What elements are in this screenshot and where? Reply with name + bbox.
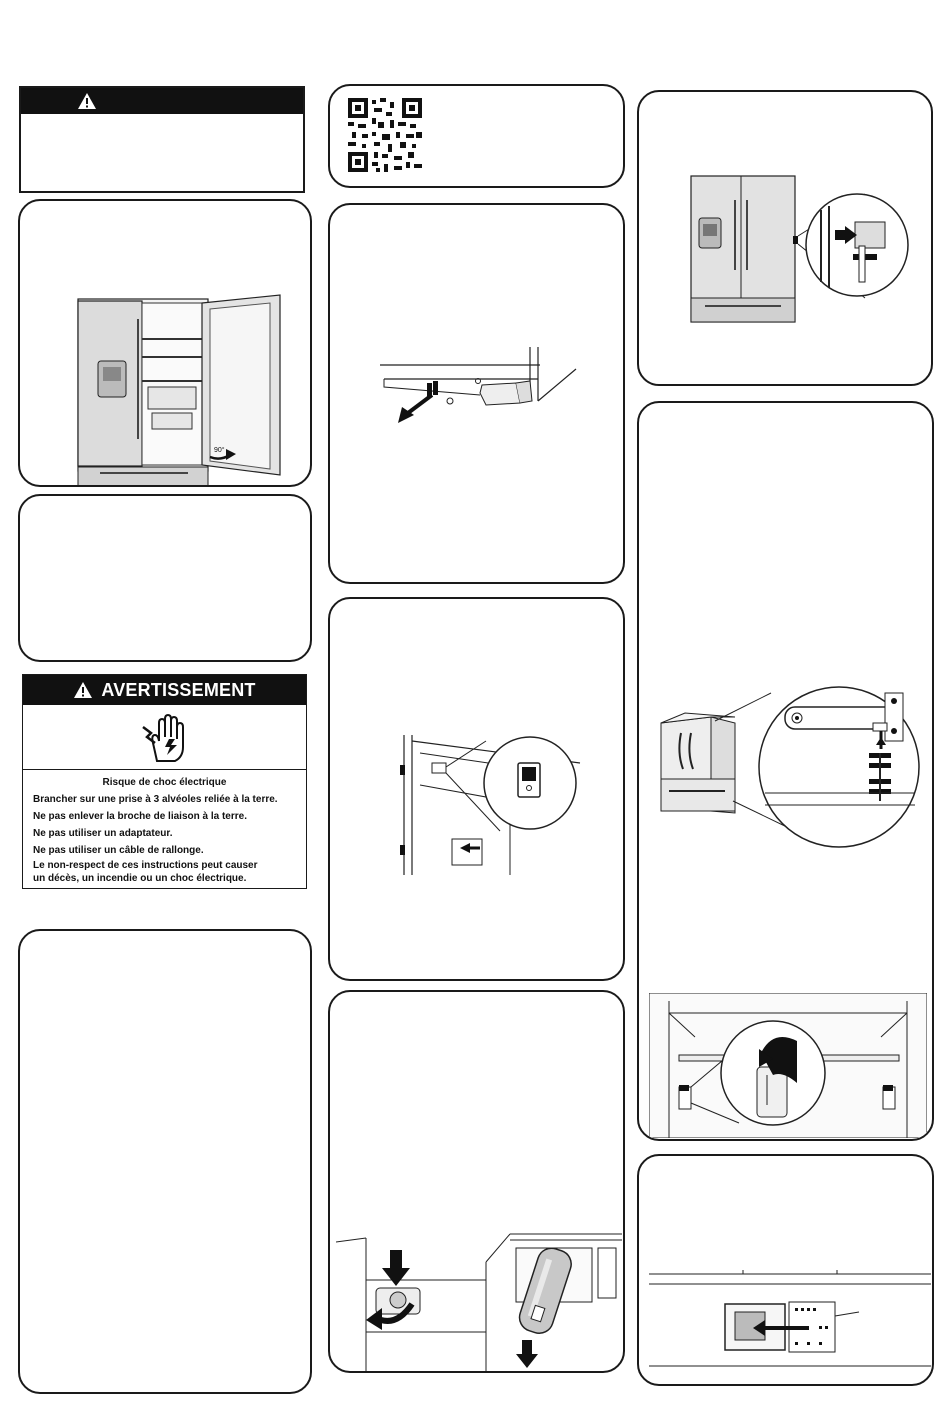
avertissement-body [23, 770, 306, 885]
control-switch-illustration [390, 735, 590, 885]
avertissement-box [22, 674, 307, 889]
door-hinge-detail-illustration [655, 683, 931, 853]
panel-qr [328, 84, 625, 188]
hinge-cover-removal-illustration [685, 170, 921, 330]
freezer-latch-illustration [649, 993, 927, 1138]
panel-empty-2 [18, 929, 312, 1394]
module-connector-illustration [649, 1270, 931, 1376]
panel-open-door [18, 199, 312, 487]
warning-triangle-icon [77, 92, 97, 110]
warning-triangle-icon [73, 681, 93, 699]
warning-line: Le non-respect de ces instructions peut causer [33, 860, 258, 871]
hazard-icon-row [23, 705, 306, 770]
door-angle-label: 90° [214, 447, 225, 454]
panel-empty-1 [18, 494, 312, 662]
warning-line: un décès, un incendie ou un choc électrique. [33, 873, 247, 884]
water-filter-replacement-illustration [336, 1222, 622, 1372]
panel-base-grille [328, 203, 625, 584]
panel-hinge-cover [637, 90, 933, 386]
warning-line: Ne pas utiliser un câble de rallonge. [33, 845, 204, 856]
electric-shock-hand-icon [139, 713, 189, 763]
panel-control-switch [328, 597, 625, 981]
qr-code-icon[interactable] [348, 98, 422, 172]
panel-door-removal [637, 401, 934, 1141]
avertissement-title: AVERTISSEMENT [101, 679, 256, 700]
base-grille-removal-illustration [370, 343, 590, 433]
avertissement-header [23, 675, 306, 705]
warning-box [19, 86, 305, 193]
risk-title: Risque de choc électrique [102, 777, 227, 788]
warning-line: Ne pas utiliser un adaptateur. [33, 828, 173, 839]
warning-line: Ne pas enlever la broche de liaison à la terre. [33, 811, 247, 822]
warning-header-bar [21, 88, 303, 114]
panel-module [637, 1154, 934, 1386]
open-door-refrigerator-illustration [70, 289, 310, 487]
warning-line: Brancher sur une prise à 3 alvéoles reliée à la terre. [33, 794, 278, 805]
panel-water-filter [328, 990, 625, 1373]
